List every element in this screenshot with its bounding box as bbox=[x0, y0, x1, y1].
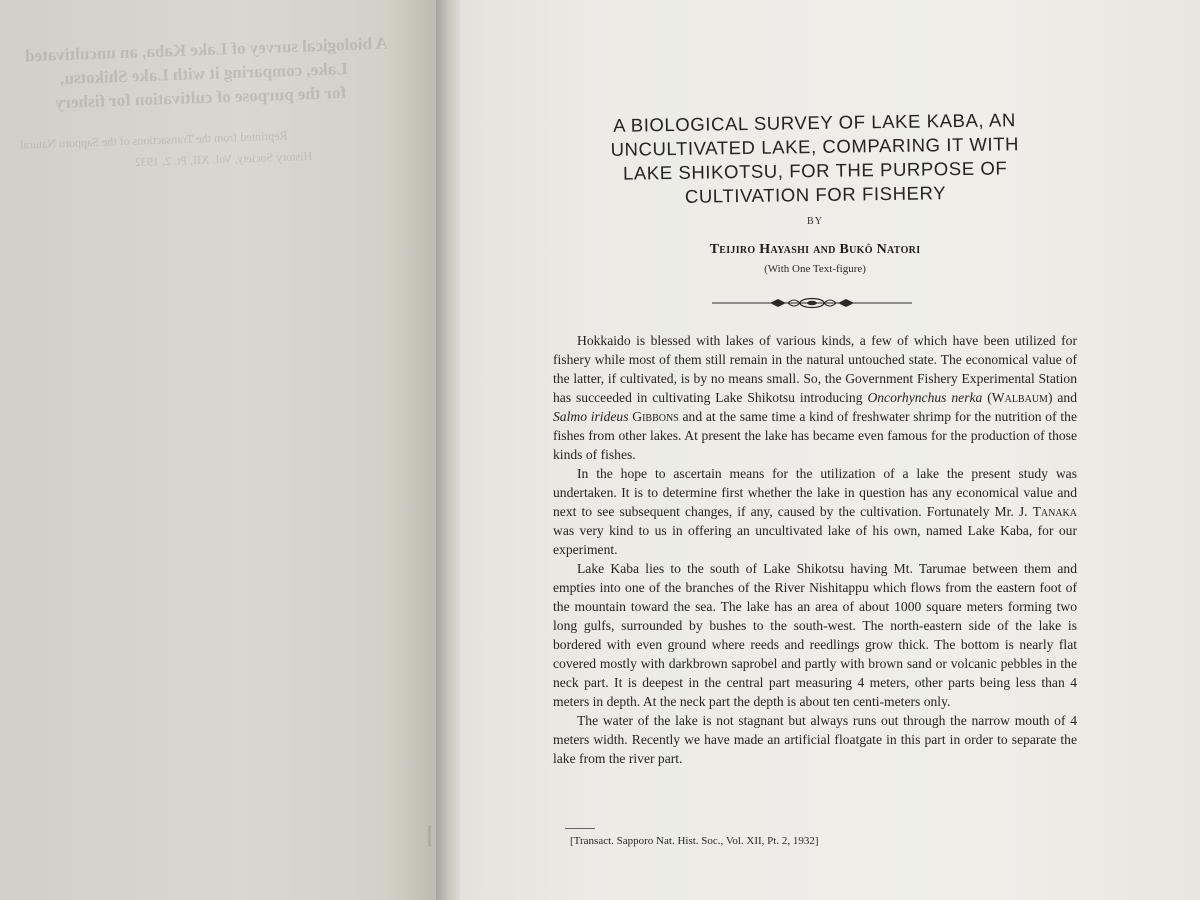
bleed-through-line: A biological survey of Lake Kaba, an uncultivated bbox=[24, 33, 388, 66]
figure-note: (With One Text-figure) bbox=[764, 263, 866, 275]
text-run: Hokkaido is blessed with lakes of various kinds, a few of which have been utilized for fishery while most of them still remain in the natural untouched state. The economical value of the latter, if cultivated, is by no means small. So, the Government Fishery Experimental Station has succeeded in cultivating Lake Shikotsu introducing bbox=[553, 333, 1077, 405]
article-title bbox=[554, 107, 1075, 210]
bleed-through-line: Lake, comparing it with Lake Shikotsu, bbox=[59, 58, 348, 89]
species-name: Oncorhynchus nerka bbox=[867, 390, 983, 405]
title-line: UNCULTIVATED LAKE, COMPARING IT WITH bbox=[610, 133, 1020, 160]
article-body bbox=[553, 331, 1077, 768]
text-run: In the hope to ascertain means for the utilization of a lake the present study was undertaken. It is to determine first whether the lake in question has any economical value and next to see subsequent changes, if any, caused by the cultivation. Fortunately Mr. J. bbox=[553, 466, 1077, 519]
body-paragraph bbox=[553, 331, 1077, 464]
title-line: CULTIVATION FOR FISHERY bbox=[684, 182, 947, 207]
body-paragraph: The water of the lake is not stagnant but always runs out through the narrow mouth of 4 meters width. Recently we have made an artificial floatgate in this part in order to separate the lake from the river part. bbox=[553, 713, 1077, 766]
footer-rule bbox=[565, 828, 595, 829]
author-citation: Gibbons bbox=[632, 409, 679, 424]
title-line: LAKE SHIKOTSU, FOR THE PURPOSE OF bbox=[622, 157, 1008, 184]
person-name: Tanaka bbox=[1032, 504, 1077, 519]
bleed-through-line: for the purpose of cultivation for fishery bbox=[54, 82, 347, 113]
body-paragraph bbox=[553, 464, 1077, 559]
text-run: was very kind to us in offering an uncultivated lake of his own, named Lake Kaba, for our experiment. bbox=[553, 523, 1077, 557]
text-run: ( bbox=[982, 390, 992, 405]
left-page bbox=[0, 0, 440, 900]
ornamental-divider-icon bbox=[712, 296, 912, 310]
author-citation: Walbaum bbox=[991, 390, 1048, 405]
species-name: Salmo irideus bbox=[553, 409, 629, 424]
byline-label: BY bbox=[807, 216, 823, 227]
author-names: Teijiro Hayashi and Bukô Natori bbox=[709, 242, 921, 257]
bleed-through-line: Reprinted from the Transactions of the Sapporo Natural bbox=[19, 128, 288, 152]
title-line: A BIOLOGICAL SURVEY OF LAKE KABA, AN bbox=[612, 109, 1016, 136]
bleed-through-line: History Society, Vol. XII, Pt. 2, 1932 bbox=[134, 148, 313, 170]
citation-footer: [Transact. Sapporo Nat. Hist. Soc., Vol. XII, Pt. 2, 1932] bbox=[570, 835, 819, 847]
book-gutter bbox=[436, 0, 462, 900]
body-paragraph: Lake Kaba lies to the south of Lake Shikotsu having Mt. Tarumae between them and empties into one of the branches of the River Nishitappu which flows from the eastern foot of the mountain toward the sea. The lake has an area of about 1000 square meters forming two long gulfs, surrounded by bushes to the south-west. The north-eastern side of the lake is bordered with even ground where reeds and reedlings grow thick. The bottom is nearly flat covered mostly with darkbrown saprobel and partly with brown sand or volcanic pebbles in the neck part. It is deepest in the central part measuring 4 meters, other parts being less than 4 meters in depth. At the neck part the depth is about ten centi-meters only. bbox=[553, 561, 1077, 709]
text-run: and at the same time a kind of freshwater shrimp for the nutrition of the fishes from other lakes. At present the lake has became even famous for the production of those kinds of fishes. bbox=[553, 409, 1077, 462]
text-run: ) and bbox=[1047, 390, 1077, 405]
page-crease bbox=[428, 825, 431, 847]
